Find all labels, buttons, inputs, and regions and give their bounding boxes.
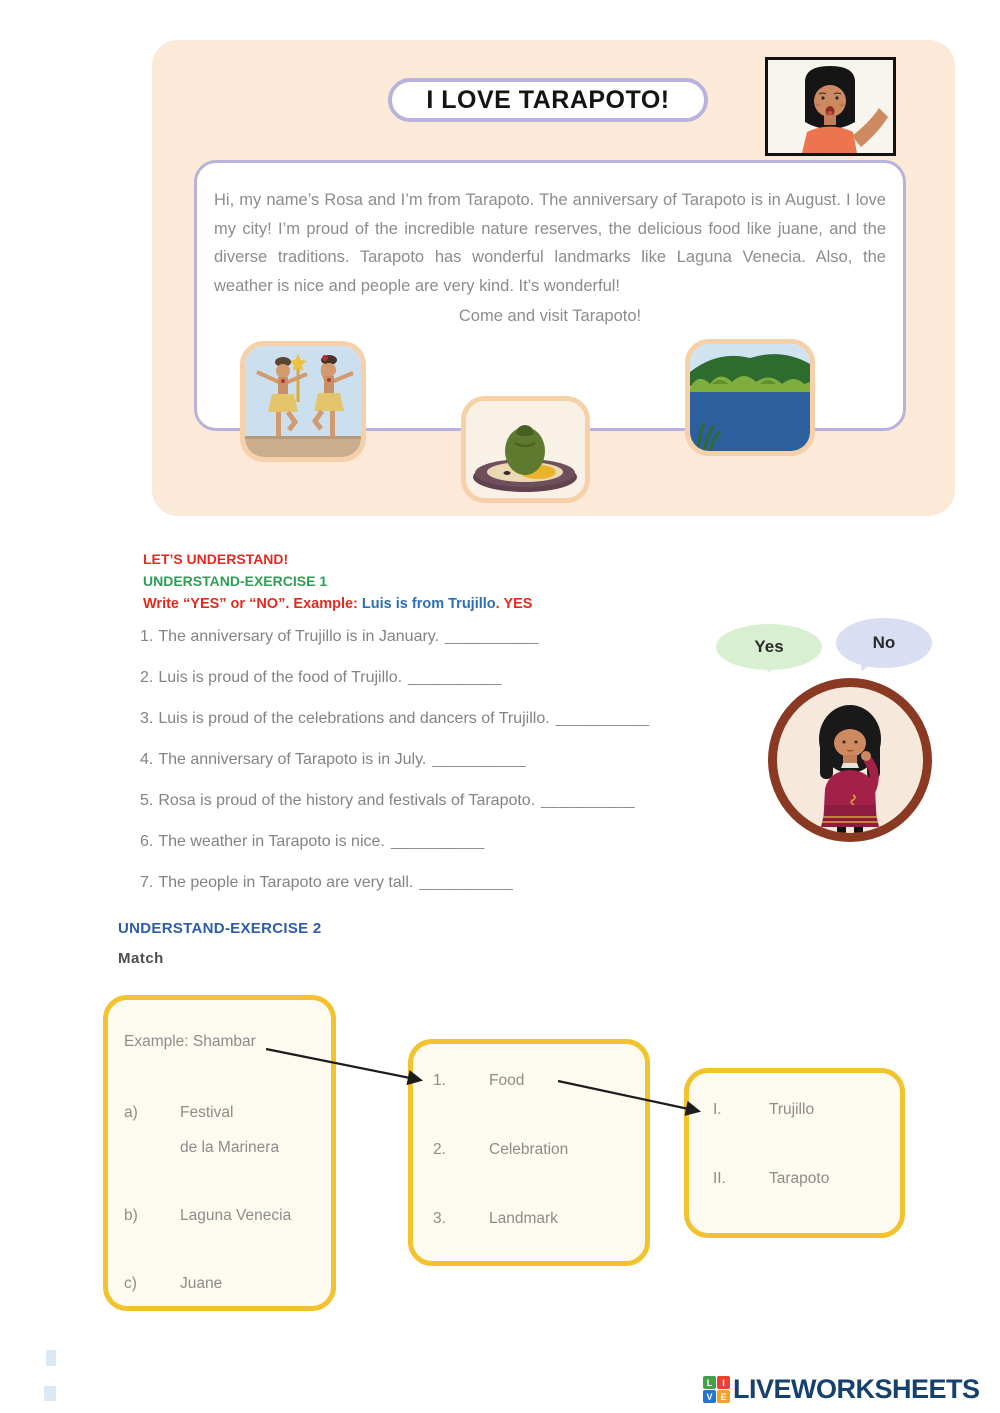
match-item-label: b) (124, 1207, 138, 1224)
match-middle-box (408, 1039, 650, 1266)
match-item-text: Tarapoto (769, 1170, 830, 1187)
instruction-example: Luis is from Trujillo (361, 596, 496, 612)
match-right-box (684, 1068, 905, 1238)
match-item-label: 2. (433, 1141, 446, 1158)
dancers-image (240, 341, 366, 462)
no-speech-bubble (836, 618, 932, 668)
answer-blank[interactable]: __________ (555, 710, 650, 727)
question-number: 1. (140, 628, 154, 645)
answer-blank[interactable]: __________ (390, 833, 485, 850)
question-text: The people in Tarapoto are very tall. (158, 874, 414, 891)
answer-blank[interactable]: __________ (432, 751, 527, 768)
question-number: 6. (140, 833, 154, 850)
match-item-text: Trujillo (769, 1101, 815, 1118)
logo-square-e: E (717, 1390, 730, 1403)
question-text: Luis is proud of the food of Trujillo. (158, 669, 403, 686)
match-item-label: c) (124, 1275, 137, 1292)
question-number: 2. (140, 669, 154, 686)
exercise1-heading: UNDERSTAND-EXERCISE 1 (143, 573, 328, 589)
match-item-3[interactable] (433, 1210, 558, 1228)
exercise1-instruction (143, 596, 532, 612)
match-left-box (103, 995, 336, 1311)
match-item-label: II. (713, 1170, 726, 1187)
juane-dish-image (461, 396, 590, 503)
page-title (388, 78, 708, 122)
girl-thinking-icon (777, 820, 923, 837)
brand-name: LIVEWORKSHEETS (733, 1374, 980, 1404)
match-instruction: Match (118, 950, 164, 967)
question-text: Rosa is proud of the history and festivals of Tarapoto. (158, 792, 536, 809)
match-item-label: a) (124, 1104, 138, 1121)
match-example: Example: Shambar (124, 1033, 256, 1050)
instruction-part1: Write “YES” or “NO”. Example: (143, 596, 362, 612)
traditional-dancers-icon (245, 346, 361, 457)
match-item-I[interactable] (713, 1101, 814, 1119)
match-item-2[interactable] (433, 1141, 568, 1159)
question-row-1 (140, 628, 539, 646)
question-number: 4. (140, 751, 154, 768)
match-item-b[interactable] (124, 1207, 291, 1225)
answer-blank[interactable]: __________ (445, 628, 540, 645)
match-item-II[interactable] (713, 1170, 829, 1188)
yes-label: Yes (754, 637, 784, 656)
answer-blank[interactable]: __________ (541, 792, 636, 809)
liveworksheets-footer (703, 1374, 980, 1405)
answer-blank[interactable]: __________ (408, 669, 503, 686)
question-text: The anniversary of Trujillo is in January. (158, 628, 440, 645)
question-number: 5. (140, 792, 154, 809)
closing-line: Come and visit Tarapoto! (458, 307, 642, 325)
answer-blank[interactable]: __________ (419, 874, 514, 891)
question-row-4 (140, 751, 526, 769)
girl-waving-icon (768, 140, 893, 156)
match-item-text: Food (489, 1072, 525, 1089)
question-row-7 (140, 874, 513, 892)
laguna-image (685, 339, 815, 456)
juane-dish-icon (466, 401, 585, 498)
question-row-2 (140, 669, 502, 687)
page-edge-artifact (44, 1386, 56, 1401)
question-row-3 (140, 710, 650, 728)
logo-square-v: V (703, 1390, 716, 1403)
section-heading: LET’S UNDERSTAND! (143, 551, 289, 567)
logo-square-l: L (703, 1376, 716, 1389)
page-edge-artifact (46, 1350, 56, 1366)
lake-forest-icon (690, 344, 810, 451)
match-item-label: 3. (433, 1210, 446, 1227)
instruction-part2: . YES (495, 596, 533, 612)
question-text: Luis is proud of the celebrations and dancers of Trujillo. (158, 710, 550, 727)
reading-paragraph: Hi, my name’s Rosa and I’m from Tarapoto. The anniversary of Tarapoto is in August. I love my city! I’m proud of the incredible nature reserves, the delicious food like juane, and the diverse traditions. Tarapoto has wonderful landmarks like Laguna Venecia. Also, the weather is nice and people are very kind. It’s wonderful! (214, 191, 886, 295)
liveworksheets-logo-icon (703, 1376, 730, 1403)
match-item-text: Juane (180, 1275, 223, 1292)
thinking-girl-avatar (768, 678, 932, 842)
match-item-text: Laguna Venecia (180, 1207, 292, 1224)
match-item-a[interactable] (124, 1104, 233, 1122)
question-number: 3. (140, 710, 154, 727)
page-title-text: I LOVE TARAPOTO! (426, 85, 670, 114)
exercise2-heading: UNDERSTAND-EXERCISE 2 (118, 920, 322, 937)
match-item-label: I. (713, 1101, 722, 1118)
yes-speech-bubble (716, 624, 822, 670)
match-item-c[interactable] (124, 1275, 222, 1293)
question-row-5 (140, 792, 635, 810)
match-item-text: Celebration (489, 1141, 569, 1158)
logo-square-i: I (717, 1376, 730, 1389)
match-item-label: 1. (433, 1072, 446, 1089)
match-item-text: Landmark (489, 1210, 558, 1227)
question-row-6 (140, 833, 485, 851)
question-number: 7. (140, 874, 154, 891)
question-text: The weather in Tarapoto is nice. (158, 833, 385, 850)
match-item-a-line2: de la Marinera (180, 1139, 280, 1156)
no-label: No (872, 633, 896, 652)
rosa-avatar (765, 57, 896, 156)
match-item-1[interactable] (433, 1072, 524, 1090)
question-text: The anniversary of Tarapoto is in July. (158, 751, 427, 768)
match-item-text: Festival (180, 1104, 234, 1121)
